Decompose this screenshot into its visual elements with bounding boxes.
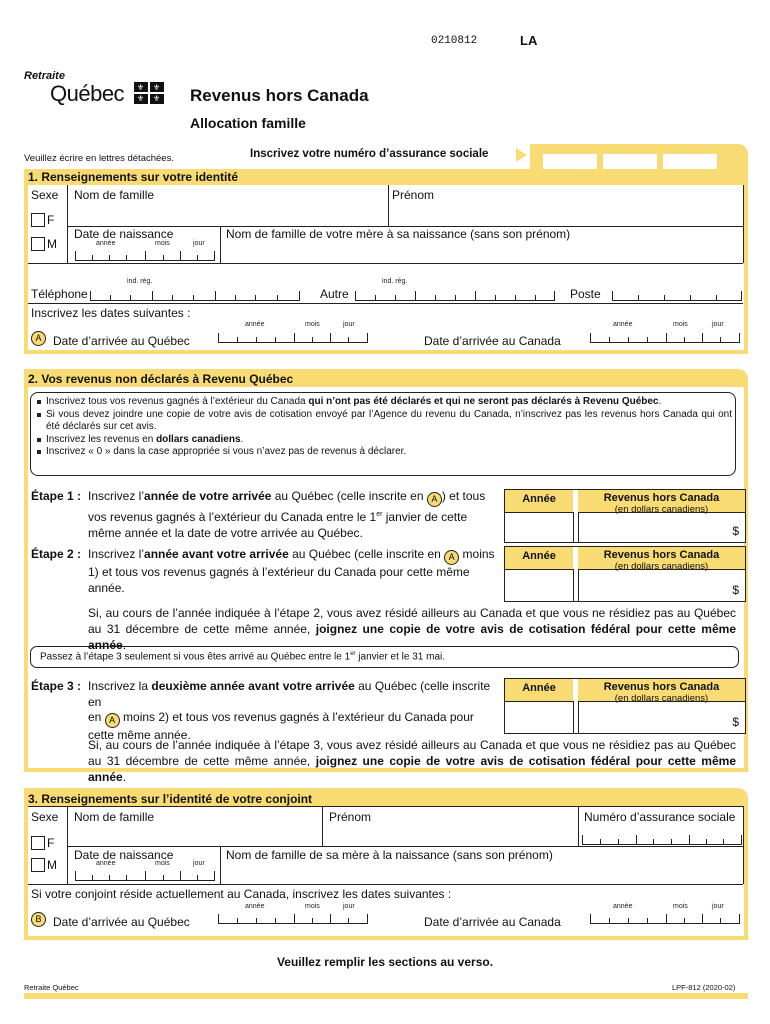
step-3-year-header: Année: [522, 682, 556, 694]
dates-instruction: Inscrivez les dates suivantes :: [31, 306, 191, 320]
step-1-income-header: Revenus hors Canada: [603, 492, 720, 504]
step-1-year-field[interactable]: [505, 512, 574, 543]
marker-a-icon: A: [427, 492, 442, 507]
step-3-label: Étape 3 :: [31, 679, 82, 693]
spouse-sex-m-checkbox[interactable]: [31, 858, 45, 872]
arrival-qc-field[interactable]: [218, 333, 368, 343]
marker-a-icon: A: [105, 713, 120, 728]
step-1-label: Étape 1 :: [31, 489, 82, 503]
note-3: Inscrivez les revenus en dollars canadiens.: [37, 434, 732, 447]
spouse-dob-month-hint: mois: [155, 860, 170, 867]
marker-a-icon: A: [31, 331, 46, 346]
spouse-qc-year-hint: année: [245, 903, 265, 910]
autre-label: Autre: [320, 287, 349, 301]
page-title: Revenus hors Canada: [190, 86, 369, 105]
form-code: 0210812: [431, 35, 478, 47]
step-2-income-header: Revenus hors Canada: [603, 549, 720, 561]
sex-f-checkbox[interactable]: [31, 213, 45, 227]
step-2-dollar: $: [732, 583, 739, 597]
spouse-dob-year-hint: année: [96, 860, 116, 867]
step-2-year-field[interactable]: [505, 569, 574, 602]
notes-box: [30, 392, 736, 476]
section-1-bottom-border: [24, 350, 748, 354]
form-letters: LA: [520, 33, 538, 48]
spouse-qc-day-hint: jour: [343, 903, 355, 910]
arrival-ca-label: Date d’arrivée au Canada: [424, 334, 561, 348]
spouse-arrival-qc-label: Date d’arrivée au Québec: [53, 915, 190, 929]
spouse-mother-label: Nom de famille de sa mère à la naissance (sans son prénom): [226, 848, 553, 862]
page-subtitle: Allocation famille: [190, 115, 306, 131]
section-3-bottom-border: [24, 936, 748, 940]
logo-big-text: Québec: [50, 81, 125, 106]
step-1-dollar: $: [732, 524, 739, 538]
dob-label: Date de naissance: [74, 227, 174, 241]
ca-year-hint: année: [613, 321, 633, 328]
note-4: Inscrivez « 0 » dans la case appropriée si vous n’avez pas de revenus à déclarer.: [37, 446, 732, 459]
spouse-nas-label: Numéro d’assurance sociale: [584, 810, 736, 824]
sexe-label: Sexe: [31, 188, 59, 202]
logo: [24, 70, 174, 110]
logo-small-text: Retraite: [24, 70, 65, 82]
tel-area-hint: ind. rég.: [127, 278, 153, 285]
section-3-title: 3. Renseignements sur l’identité de votre conjoint: [28, 792, 313, 806]
spouse-arrival-ca-field[interactable]: [590, 914, 740, 924]
write-instruction: Veuillez écrire en lettres détachées.: [24, 153, 174, 164]
section-2-header: [24, 369, 748, 387]
step-2-income-sub: (en dollars canadiens): [614, 561, 709, 572]
section-1-header: [24, 169, 748, 185]
step-1-text: Inscrivez l’année de votre arrivée au Québec (celle inscrite en A ) et tous vos revenus gagnés à l’extérieur du Canada entre le 1er janvier de cette même année et la date de votre arrivée au Québec.: [88, 489, 486, 540]
step-3-note: Si, au cours de l’année indiquée à l’étape 3, vous avez résidé ailleurs au Canada et que vous ne résidiez pas au Québec au 31 décembre de cette même année, joignez une copie de votre avis de cotisation fédéral pour cette même année.: [88, 738, 736, 784]
spouse-ca-month-hint: mois: [673, 903, 688, 910]
section-3-header: [24, 788, 748, 806]
nom-label: Nom de famille: [74, 188, 155, 202]
spouse-nas-field[interactable]: [582, 835, 742, 845]
step-2-note: Si, au cours de l’année indiquée à l’étape 2, vous avez résidé ailleurs au Canada et que vous ne résidiez pas au Québec au 31 décembre de cette même année, joignez une copie de votre avis de cotisation fédéral pour cette même année.: [88, 606, 736, 652]
step-3-income-field[interactable]: [578, 701, 746, 734]
section-3-right-border: [744, 806, 748, 940]
spouse-sex-f-label: F: [47, 836, 55, 850]
section-1-right-border: [744, 185, 748, 353]
step-3-condition-text: Passez à l’étape 3 seulement si vous êtes arrivé au Québec entre le 1er janvier et le 31 mai.: [40, 651, 446, 663]
step-3-condition-box: [30, 646, 739, 668]
spouse-ca-day-hint: jour: [712, 903, 724, 910]
other-area-hint: ind. rég.: [382, 278, 408, 285]
marker-b-icon: B: [31, 912, 46, 927]
ca-day-hint: jour: [712, 321, 724, 328]
sin-instruction: Inscrivez votre numéro d’assurance sociale: [250, 148, 489, 160]
footer-bar: [24, 993, 748, 999]
step-1-income-field[interactable]: [578, 512, 746, 543]
step-3-year-field[interactable]: [505, 701, 574, 734]
step-3-text: Inscrivez la deuxième année avant votre arrivée au Québec (celle inscrite en en A moins 2) et tous vos revenus gagnés à l’extérieur du Canada pour cette même année.: [88, 679, 491, 742]
spouse-ca-year-hint: année: [613, 903, 633, 910]
poste-label: Poste: [570, 287, 601, 301]
spouse-dob-label: Date de naissance: [74, 848, 174, 862]
dob-field[interactable]: [75, 251, 215, 261]
prenom-label: Prénom: [392, 188, 435, 202]
dob-year-hint: année: [96, 240, 116, 247]
spouse-sex-f-checkbox[interactable]: [31, 836, 45, 850]
spouse-dob-field[interactable]: [75, 871, 215, 881]
footer-org: Retraite Québec: [24, 983, 79, 992]
other-phone-field[interactable]: [355, 291, 555, 301]
extension-field[interactable]: [612, 291, 742, 301]
step-2-income-field[interactable]: [578, 569, 746, 602]
spouse-arrival-ca-label: Date d’arrivée au Canada: [424, 915, 561, 929]
spouse-nom-label: Nom de famille: [74, 810, 155, 824]
step-3-amount-table: [504, 678, 746, 734]
step-2-label: Étape 2 :: [31, 547, 82, 561]
step-3-income-header: Revenus hors Canada: [603, 681, 720, 693]
tel-field[interactable]: [90, 291, 300, 301]
qc-year-hint: année: [245, 321, 265, 328]
spouse-dates-instruction: Si votre conjoint réside actuellement au Canada, inscrivez les dates suivantes :: [31, 887, 452, 901]
spouse-sexe-label: Sexe: [31, 810, 59, 824]
step-1-amount-table: [504, 489, 746, 543]
arrival-ca-field[interactable]: [590, 333, 740, 343]
section-2-left-border: [24, 387, 28, 771]
sex-f-label: F: [47, 213, 55, 227]
mother-name-label: Nom de famille de votre mère à sa naissance (sans son prénom): [226, 227, 571, 241]
verso-instruction: Veuillez remplir les sections au verso.: [276, 955, 494, 969]
footer-code: LPF-812 (2020-02): [672, 983, 736, 992]
sex-m-checkbox[interactable]: [31, 237, 45, 251]
step-3-dollar: $: [732, 715, 739, 729]
section-1-title: 1. Renseignements sur votre identité: [28, 170, 239, 184]
spouse-dob-day-hint: jour: [193, 860, 205, 867]
sex-m-label: M: [47, 237, 57, 251]
arrival-qc-label: Date d’arrivée au Québec: [53, 334, 190, 348]
marker-a-icon: A: [444, 550, 459, 565]
dob-day-hint: jour: [193, 240, 205, 247]
step-2-amount-table: [504, 546, 746, 602]
spouse-prenom-label: Prénom: [329, 810, 372, 824]
step-2-year-header: Année: [522, 550, 556, 562]
step-1-income-sub: (en dollars canadiens): [614, 504, 709, 515]
spouse-qc-month-hint: mois: [305, 903, 320, 910]
ca-month-hint: mois: [673, 321, 688, 328]
spouse-arrival-qc-field[interactable]: [218, 914, 368, 924]
note-2: Si vous devez joindre une copie de votre avis de cotisation envoyé par l’Agence du revenu du Canada, n’inscrivez pas les revenus hors Canada qui ont été déclarés sur cet avis.: [37, 409, 732, 434]
step-2-text: Inscrivez l’année avant votre arrivée au Québec (celle inscrite en A moins 1) et tous vos revenus gagnés à l’extérieur du Canada pour cette même année.: [88, 547, 495, 595]
qc-month-hint: mois: [305, 321, 320, 328]
qc-day-hint: jour: [343, 321, 355, 328]
spouse-sex-m-label: M: [47, 858, 57, 872]
fleur-de-lis-flag-icon: ⚜ ⚜ ⚜ ⚜: [134, 82, 164, 104]
dob-month-hint: mois: [155, 240, 170, 247]
section-2-title: 2. Vos revenus non déclarés à Revenu Québec: [28, 372, 294, 386]
step-1-year-header: Année: [522, 493, 556, 505]
section-3-left-border: [24, 806, 28, 940]
arrow-right-icon: [516, 148, 527, 162]
note-1: Inscrivez tous vos revenus gagnés à l’extérieur du Canada qui n’ont pas été déclarés et qui ne seront pas déclarés à Revenu Québec.: [37, 396, 732, 409]
tel-label: Téléphone: [31, 287, 88, 301]
step-3-income-sub: (en dollars canadiens): [614, 693, 709, 704]
